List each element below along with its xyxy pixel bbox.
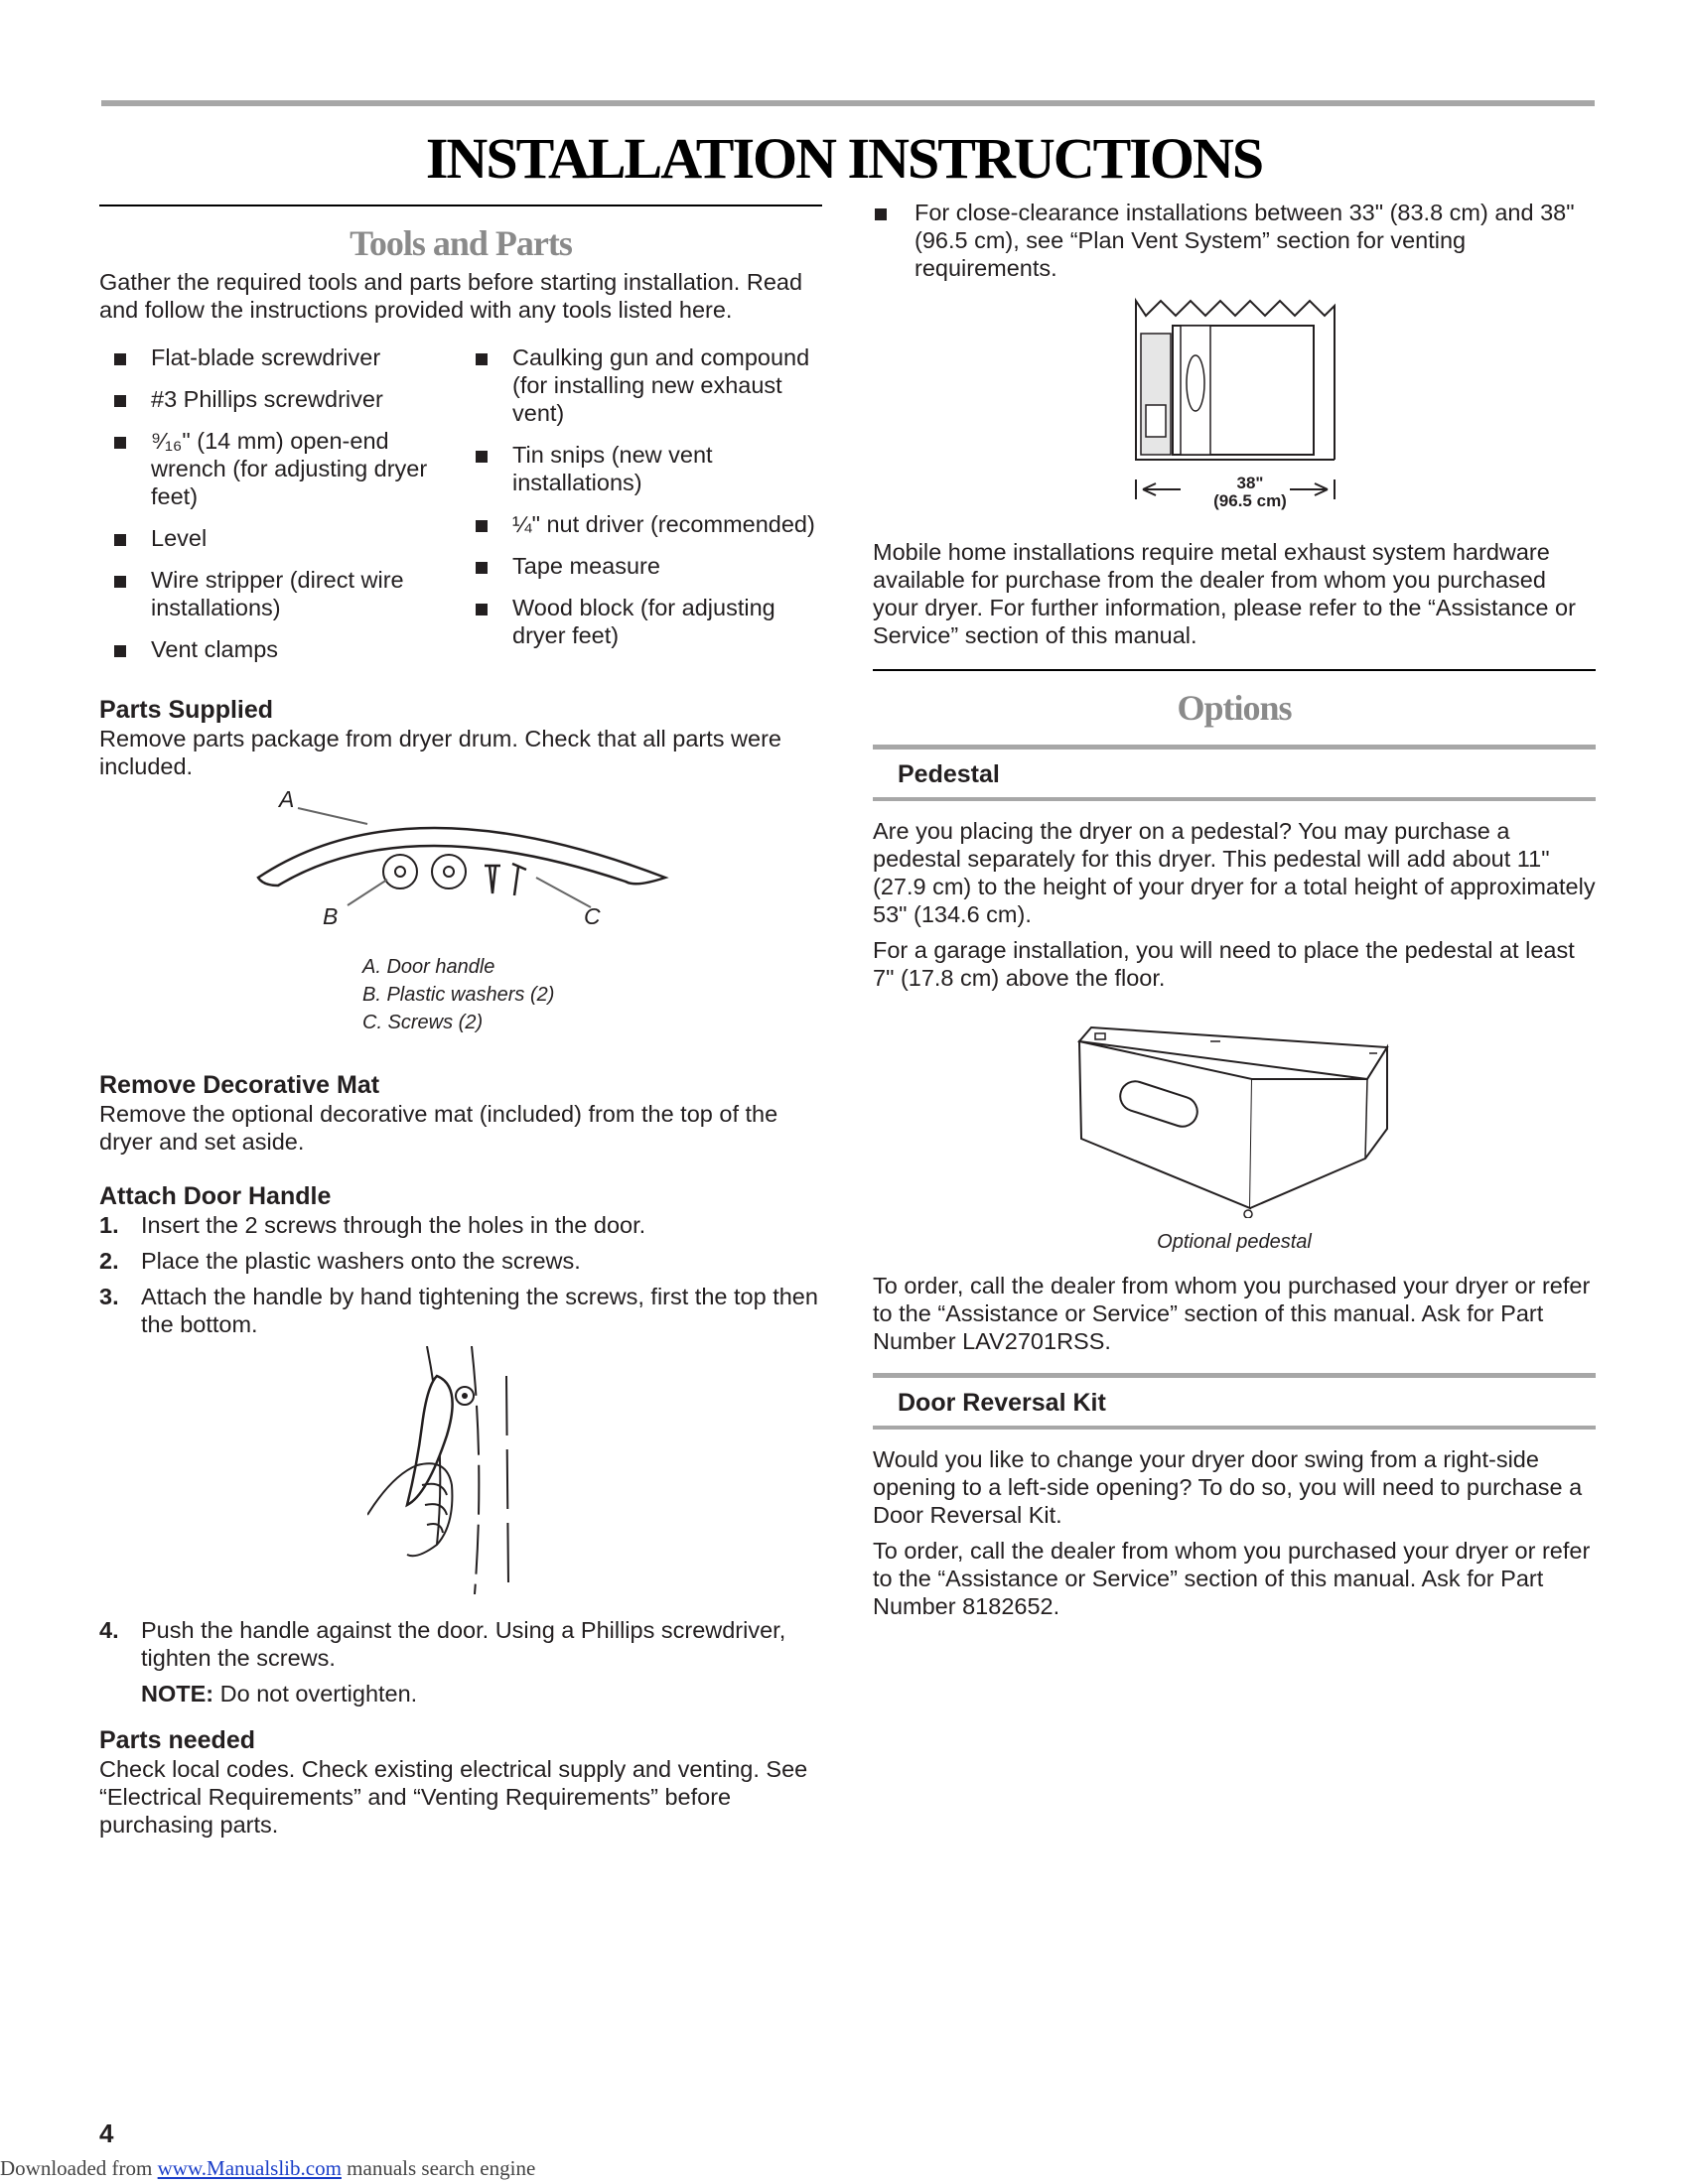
download-footer: Downloaded from www.Manualslib.com manuals search engine (0, 2156, 536, 2180)
tool-item: Level (99, 524, 461, 552)
tool-item: Wood block (for adjusting dryer feet) (461, 594, 822, 649)
tool-item: Flat-blade screwdriver (99, 343, 461, 371)
door-reversal-heading: Door Reversal Kit (898, 1389, 1106, 1417)
parts-legend (362, 953, 822, 1036)
handle-installation-illustration (367, 1346, 822, 1594)
tools-list-right (461, 343, 822, 677)
right-column (873, 199, 1596, 1620)
door-reversal-text: Would you like to change your dryer door swing from a right-side opening to a left-side opening? To do so, you will need to purchase a Door Reversal Kit. (873, 1446, 1583, 1528)
bullet-icon (114, 534, 126, 546)
step-item: 2. Place the plastic washers onto the screws. (99, 1248, 581, 1274)
tool-item: #3 Phillips screwdriver (99, 385, 461, 413)
door-reversal-header (873, 1373, 1596, 1430)
bullet-icon (114, 437, 126, 449)
decorative-mat-text: Remove the optional decorative mat (included) from the top of the dryer and set aside. (99, 1101, 778, 1155)
parts-needed-heading: Parts needed (99, 1726, 256, 1754)
pedestal-heading: Pedestal (898, 760, 1000, 788)
tool-item: Caulking gun and compound (for installing new exhaust vent) (461, 343, 822, 427)
bullet-icon (114, 353, 126, 365)
tool-item: Wire stripper (direct wire installations) (99, 566, 461, 621)
label-a: A (279, 786, 295, 812)
page-number: 4 (99, 2118, 114, 2148)
tool-item: ¼" nut driver (recommended) (461, 510, 822, 538)
parts-illustration (99, 788, 822, 947)
tool-item: Tape measure (461, 552, 822, 580)
pedestal-caption: Optional pedestal (1157, 1231, 1312, 1253)
decorative-mat-heading: Remove Decorative Mat (99, 1071, 380, 1099)
bullet-icon (476, 520, 488, 532)
step-item: 4. Push the handle against the door. Using a Phillips screwdriver, tighten the screws. NOTE: Do not overtighten. (99, 1616, 822, 1707)
tool-item: Vent clamps (99, 635, 461, 663)
step-item: 1. Insert the 2 screws through the holes in the door. (99, 1212, 646, 1238)
close-clearance-bullet: For close-clearance installations between 33" (83.8 cm) and 38" (96.5 cm), see “Plan Vent System” section for venting requirements. (873, 199, 1596, 282)
top-rule (101, 100, 1595, 106)
bullet-icon (476, 353, 488, 365)
step-item: 3. Attach the handle by hand tightening the screws, first the top then the bottom. (99, 1284, 818, 1337)
pedestal-header (873, 745, 1596, 801)
label-b: B (323, 903, 339, 929)
left-column (99, 199, 822, 1839)
close-clearance-illustration (873, 296, 1596, 524)
dimension-label: 38" (96.5 cm) (1213, 474, 1287, 510)
attach-handle-steps (99, 1211, 822, 1338)
page-title: INSTALLATION INSTRUCTIONS (425, 126, 1263, 191)
legend-item: B. Plastic washers (2) (362, 984, 555, 1006)
tools-list-left (99, 343, 461, 677)
parts-needed-text: Check local codes. Check existing electrical supply and venting. See “Electrical Requirements” and “Venting Requirements” before purchasing parts. (99, 1756, 808, 1838)
bullet-icon (476, 562, 488, 574)
pedestal-drawing (1071, 1020, 1409, 1218)
attach-handle-heading: Attach Door Handle (99, 1182, 332, 1210)
door-handle-parts-drawing (99, 788, 822, 947)
hand-attaching-handle-drawing (367, 1346, 626, 1594)
pedestal-order-text: To order, call the dealer from whom you purchased your dryer or refer to the “Assistance or Service” section of this manual. Ask for Part Number LAV2701RSS. (873, 1273, 1591, 1354)
pedestal-illustration (1071, 1020, 1596, 1218)
legend-item: C. Screws (2) (362, 1012, 484, 1033)
parts-supplied-text: Remove parts package from dryer drum. Check that all parts were included. (99, 726, 781, 779)
bullet-icon (114, 576, 126, 588)
label-c: C (584, 903, 601, 929)
legend-item: A. Door handle (362, 956, 495, 978)
pedestal-text: Are you placing the dryer on a pedestal? You may purchase a pedestal separately for this dryer. This pedestal will add about 11" (27.9 cm) to the height of your dryer for a total height of approximately 53" (134.6 cm). (873, 818, 1596, 927)
bullet-icon (476, 451, 488, 463)
bullet-icon (114, 645, 126, 657)
section-rule (99, 205, 822, 206)
tools-parts-title: Tools and Parts (350, 223, 572, 263)
tools-intro: Gather the required tools and parts before starting installation. Read and follow the instructions provided with any tools listed here. (99, 269, 803, 323)
options-title: Options (1177, 688, 1292, 728)
attach-handle-steps-cont (99, 1616, 822, 1707)
tool-item: Tin snips (new vent installations) (461, 441, 822, 496)
tool-item: ⁹⁄₁₆" (14 mm) open-end wrench (for adjusting dryer feet) (99, 427, 461, 510)
parts-supplied-heading: Parts Supplied (99, 696, 274, 724)
tools-list (99, 343, 822, 677)
mobile-home-text: Mobile home installations require metal exhaust system hardware available for purchase from the dealer from whom you purchased your dryer. For further information, please refer to the “Assistance or Service” section of this manual. (873, 539, 1576, 648)
bullet-icon (476, 604, 488, 615)
bullet-icon (114, 395, 126, 407)
pedestal-garage-text: For a garage installation, you will need to place the pedestal at least 7" (17.8 cm) above the floor. (873, 937, 1575, 991)
section-rule (873, 669, 1596, 671)
manualslib-link[interactable]: www.Manualslib.com (157, 2156, 342, 2180)
door-reversal-order-text: To order, call the dealer from whom you purchased your dryer or refer to the “Assistance or Service” section of this manual. Ask for Part Number 8182652. (873, 1538, 1591, 1619)
bullet-icon (875, 208, 887, 220)
note: NOTE: Do not overtighten. (141, 1681, 418, 1706)
